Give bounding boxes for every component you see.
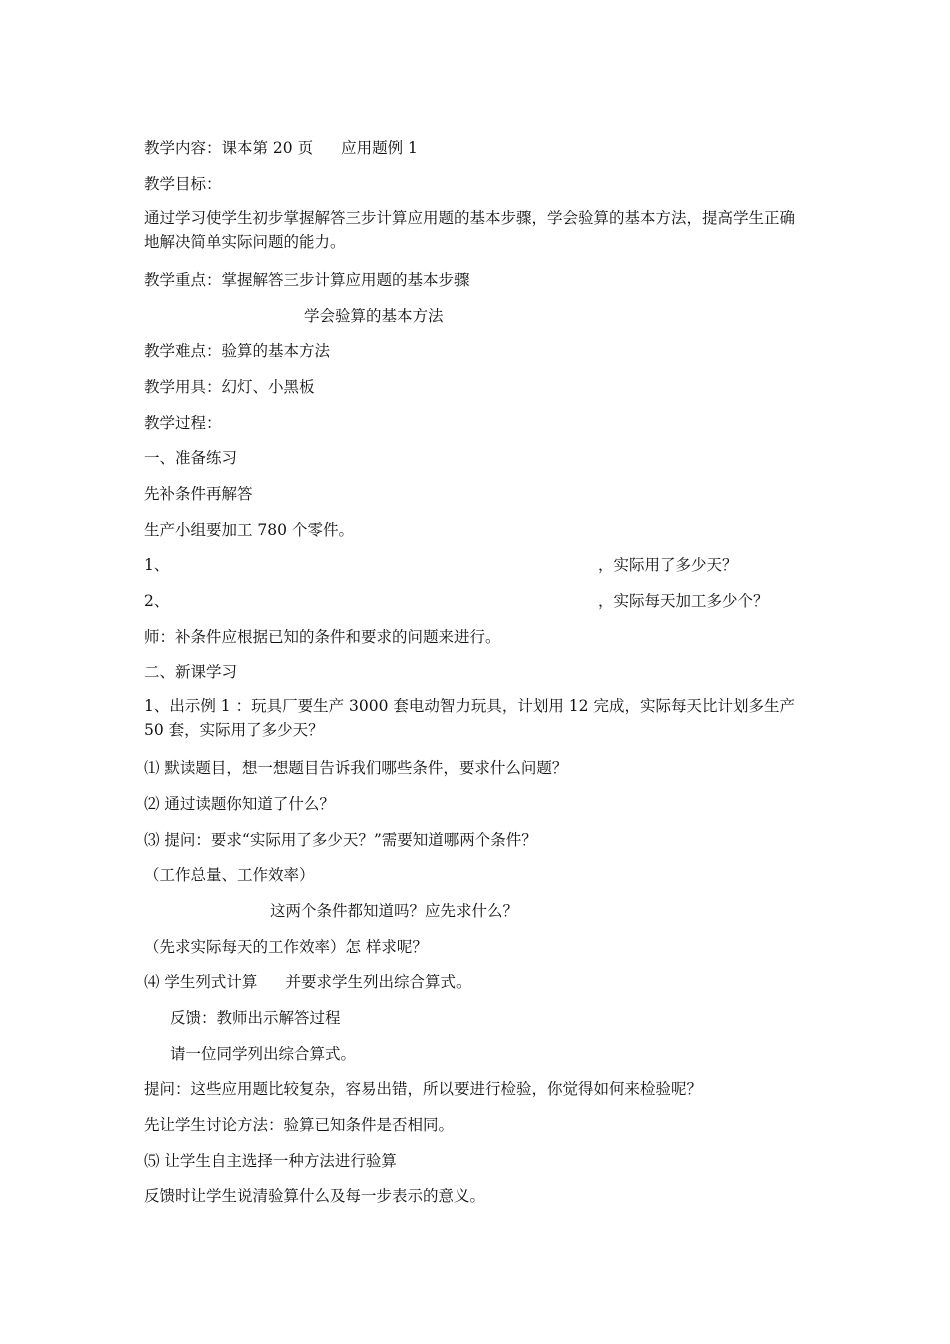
- instruction-line: 先补条件再解答: [144, 485, 253, 503]
- step-3-followup-answer: （先求实际每天的工作效率）怎 样求呢？: [144, 938, 428, 956]
- final-feedback-line: 反馈时让学生说清验算什么及每一步表示的意义。: [144, 1187, 486, 1205]
- key-points-line: 教学重点：掌握解答三步计算应用题的基本步骤: [144, 271, 470, 289]
- step-4-label: ⑷ 学生列式计算: [144, 973, 258, 991]
- feedback-line: 反馈：教师出示解答过程: [170, 1009, 341, 1027]
- blank-item-2-number: 2、: [144, 592, 170, 610]
- step-4-line: [144, 972, 471, 992]
- example-problem: 1、出示例 1 ：玩具厂要生产 3000 套电动智力玩具，计划用 12 完成，实际每天比计划多生产 50 套，实际用了多少天？: [144, 697, 795, 739]
- blank-item-2-question: ，实际每天加工多少个？: [598, 592, 769, 610]
- blank-item-1-question: ，实际用了多少天？: [598, 556, 738, 574]
- section-1-heading: 一、准备练习: [144, 449, 238, 467]
- blank-item-1-number: 1、: [144, 556, 170, 574]
- teacher-note: 师：补条件应根据已知的条件和要求的问题来进行。: [144, 628, 501, 646]
- step-1: ⑴ 默读题目，想一想题目告诉我们哪些条件，要求什么问题？: [144, 759, 568, 777]
- step-5: ⑸ 让学生自主选择一种方法进行验算: [144, 1152, 397, 1170]
- content-line: [144, 138, 418, 158]
- step-3-answer: （工作总量、工作效率）: [144, 866, 315, 884]
- difficulty-line: 教学难点：验算的基本方法: [144, 342, 331, 360]
- step-4-requirement: 并要求学生列出综合算式。: [285, 973, 472, 991]
- content-label: 教学内容：课本第 20 页: [144, 139, 314, 157]
- objectives-heading: 教学目标：: [144, 175, 222, 193]
- question-line: 提问：这些应用题比较复杂，容易出错，所以要进行检验，你觉得如何来检验呢？: [144, 1080, 703, 1098]
- example-label: 应用题例 1: [341, 139, 418, 157]
- process-heading: 教学过程：: [144, 414, 222, 432]
- problem-line: 生产小组要加工 780 个零件。: [144, 521, 354, 539]
- step-3: ⑶ 提问：要求“实际用了多少天？”需要知道哪两个条件？: [144, 831, 537, 849]
- section-2-heading: 二、新课学习: [144, 663, 238, 681]
- feedback-line-2: 请一位同学列出综合算式。: [170, 1045, 357, 1063]
- key-points-line-2: 学会验算的基本方法: [304, 307, 444, 325]
- step-2: ⑵ 通过读题你知道了什么？: [144, 795, 335, 813]
- tools-line: 教学用具：幻灯、小黑板: [144, 378, 315, 396]
- discussion-line: 先让学生讨论方法：验算已知条件是否相同。: [144, 1116, 455, 1134]
- step-3-followup: 这两个条件都知道吗？应先求什么？: [270, 902, 519, 920]
- objectives-text: 通过学习使学生初步掌握解答三步计算应用题的基本步骤，学会验算的基本方法，提高学生正确地解决简单实际问题的能力。: [144, 209, 796, 251]
